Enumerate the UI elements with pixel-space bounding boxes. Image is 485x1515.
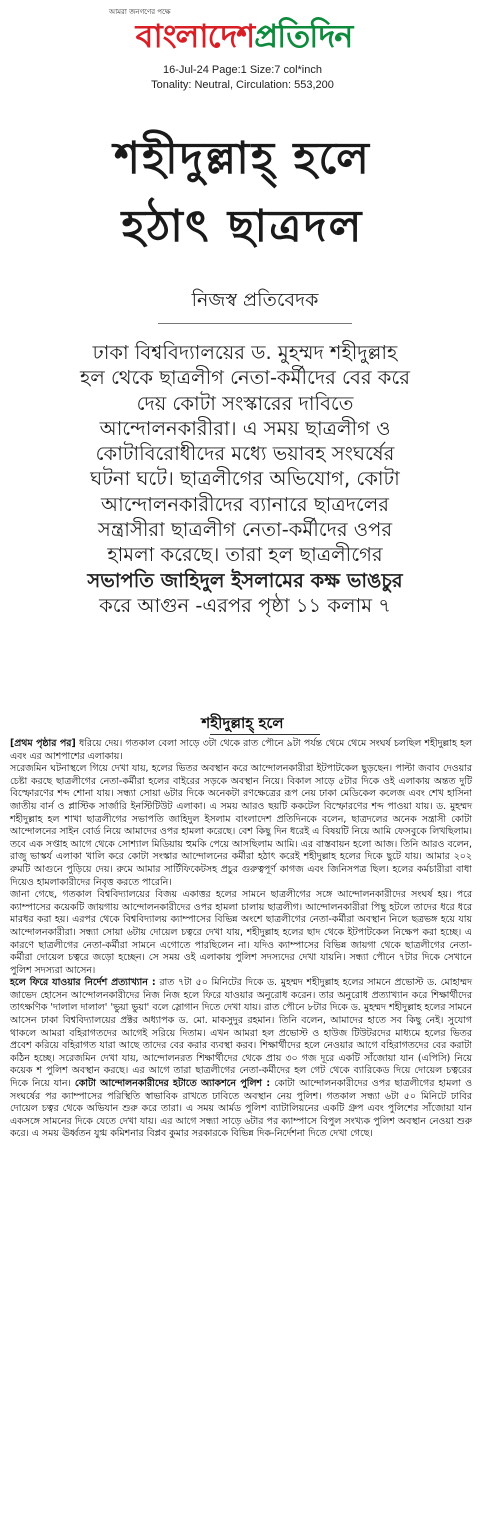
lead-line: সন্ত্রাসীরা ছাত্রলীগ নেতা-কর্মীদের ওপর — [97, 518, 393, 542]
clipping-tonality-line: Tonality: Neutral, Circulation: 553,200 — [151, 79, 334, 91]
byline-box — [150, 286, 360, 318]
lead-line: হামলা করেছে। তারা হল ছাত্রলীগের — [107, 543, 383, 567]
clipping-info-line: 16-Jul-24 Page:1 Size:7 col*inch — [163, 64, 322, 76]
article-paragraph: জানা গেছে, গতকাল বিশ্ববিদ্যালয়ের বিজয় একাত্তর হলের সামনে ছাত্রলীগের সঙ্গে আন্দোলনকারীদের সংঘর্ষ হয়। পরে ক্যাম্পাসের কয়েকটি জায়গায় আন্দোলনকারীদের ওপর হামলা চালায় ছাত্রলীগ। আন্দোলনকারীরা পিছু হটলে তাদের ধরে ধরে মারধর করা হয়। এরপর থেকে বিশ্ববিদ্যালয় ক্যাম্পাসের বিভিন্ন অংশে ছাত্রলীগের নেতা-কর্মীরা অবস্থান নিলে ছত্রভঙ্গ হয়ে যায় আন্দোলনকারীরা। সন্ধ্যা সোয়া ৬টায় দোয়েল চত্বরে দেখা যায়, শহীদুল্লাহ হলের ছাদ থেকে ইটপাটকেল নিক্ষেপ করা হচ্ছে। এ কারণে ছাত্রলীগের নেতা-কর্মীরা সামনে এগোতে পারছিলেন না। যদিও ক্যাম্পাসের বিভিন্ন জায়গা থেকে ছাত্রলীগের নেতা-কর্মীরা দোয়েল চত্বরে জড়ো হচ্ছেন। সে সময় ওই এলাকায় পুলিশ সদস্যদের দেখা যায়নি। সন্ধ্যা পৌনে ৭টার দিকে সেখানে পুলিশ সদস্যরা আসেন। — [10, 889, 472, 976]
logo-word-protidin: প্রতিদিন — [254, 17, 353, 55]
lead-line: আন্দোলনকারীদের ব্যানারে ছাত্রদলের — [100, 492, 389, 516]
article-text: রাত ৭টা ৫০ মিনিটের দিকে ড. মুহম্মদ শহীদুল্লাহ হলের সামনে প্রভোস্ট ড. মোহাম্মদ জাভেদ হোসেন আন্দোলনকারীদের নিজ নিজ হলে ফিরে যাওয়ার অনুরোধ করেন। তার অনুরোধ প্রত্যাখ্যান করে শিক্ষার্থীদের তাৎক্ষণিক 'দালাল দালাল' 'ভুয়া ভুয়া' বলে স্লোগান দিতে দেখা যায়। রাত পৌনে ৮টার দিকে ড. মুহম্মদ শহীদুল্লাহ হলের সামনে আসেন ঢাকা বিশ্ববিদ্যালয়ের প্রক্টর অধ্যাপক ড. মো. মাকসুদুর রহমান। তিনি বলেন, আমাদের হাতে সব কিছু নেই। সুযোগ থাকলে আমরা বহিরাগতদের আগেই সরিয়ে দিতাম। এখন আমরা হল প্রভোস্ট ও হাউজ টিউটরদের মাধ্যমে হলের ভিতর প্রবেশ করিয়ে বহিরাগত যারা আছে তাদের বের করার ব্যবস্থা করব। শিক্ষার্থীদের হলে নেওয়ার আগে বহিরাগতদের বের করাটা কঠিন হচ্ছে। সরেজমিন দেখা যায়, আন্দোলনরত শিক্ষার্থীদের থেকে প্রায় ৩০ গজ দূরে একটি সাঁজোয়া যান (এপিসি) নিয়ে কয়েক শ পুলিশ অবস্থান করছে। এর আগে তারা ছাত্রলীগের নেতা-কর্মীদের হল গেট থেকে ব্যারিকেড দিয়ে দোয়েল চত্বরের দিকে নিয়ে যান। — [10, 977, 473, 1090]
lead-line-jump: করে আগুন -এরপর পৃষ্ঠা ১১ কলাম ৭ — [99, 593, 391, 617]
section-subhead: হলে ফিরে যাওয়ার নির্দেশ প্রত্যাখ্যান : — [10, 977, 156, 989]
article-paragraph — [10, 738, 472, 763]
article-text: ধরিয়ে দেয়। গতকাল বেলা সাড়ে ৩টা থেকে রাত পৌনে ৯টা পর্যন্ত থেমে থেমে সংঘর্ষ চলছিল শহীদুল্লাহ হল এবং এর আশপাশের এলাকায়। — [10, 738, 473, 762]
lead-line: দেয় কোটা সংস্কারের দাবিতে — [136, 391, 354, 415]
lead-line: সভাপতি জাহিদুল ইসলামের কক্ষ ভাঙচুর — [87, 568, 403, 592]
article-paragraph — [10, 977, 472, 1141]
article-text: কোটা আন্দোলনকারীদের ওপর ছাত্রলীগের হামলা ও সংঘর্ষের পর ক্যাম্পাসের পরিস্থিতি স্বাভাবিক রাখতে ঢাবিতে অবস্থান নেয় পুলিশ। গতকাল সন্ধ্যা ৬টা ৫০ মিনিটে ঢাবির দোয়েল চত্বর থেকে অভিযান শুরু করে তারা। এ সময় আর্মড পুলিশ ব্যাটালিয়নের একটি গ্রুপ এবং পুলিশের সাঁজোয়া যান একসঙ্গে সামনের দিকে যেতে দেখা যায়। এর আগে সন্ধ্যা সাড়ে ৬টার পর ক্যাম্পাসে বিপুল সংখ্যক পুলিশ অবস্থান নেওয়া শুরু করে। এ সময় ঊর্ধ্বতন যুগ্ম কমিশনার বিপ্লব কুমার সরকারকে বিভিন্ন দিক-নির্দেশনা দিতে দেখা গেছে। — [10, 1078, 473, 1140]
headline-line-1: শহীদুল্লাহ্ হলে — [114, 133, 371, 184]
byline: নিজস্ব প্রতিবেদক — [191, 289, 319, 311]
newspaper-logo — [108, 14, 380, 58]
lead-line: আন্দোলনকারীরা। এ সময় ছাত্রলীগ ও — [99, 416, 391, 440]
continuation-title: শহীদুল্লাহ্ হলে — [201, 714, 284, 732]
lead-line: ঘটনা ঘটে। ছাত্রলীগের অভিযোগ, কোটা — [90, 467, 400, 491]
lead-line: কোটাবিরোধীদের মধ্যে ভয়াবহ সংঘর্ষের — [95, 442, 395, 466]
newspaper-masthead — [0, 0, 485, 62]
lead-paragraph — [22, 340, 468, 618]
continuation-prefix: [প্রথম পৃষ্ঠার পর] — [10, 738, 76, 749]
article-paragraph: সরেজমিন ঘটনাস্থলে গিয়ে দেখা যায়, হলের ভিতর অবস্থান করে আন্দোলনকারীরা ইটপাটকেল ছুড়ছেন। পাল্টা জবাব দেওয়ার চেষ্টা করছে ছাত্রলীগের নেতা-কর্মীরা হলের বাইরের সড়কে অবস্থান নিয়ে। বিকাল সাড়ে ৫টার দিকে ওই এলাকায় অন্তত দুটি বিস্ফোরণের শব্দ শোনা যায়। সন্ধ্যা সোয়া ৬টার দিকে অনেকটা রণক্ষেত্রের রূপ নেয় ঢাকা মেডিকেল কলেজ এবং শেখ হাসিনা জাতীয় বার্ন ও প্লাস্টিক সার্জারি ইনস্টিটিউট এলাকা। এ সময় আরও ছয়টি ককটেল বিস্ফোরণের শব্দ পাওয়া যায়। ড. মুহম্মদ শহীদুল্লাহ হল শাখা ছাত্রলীগের সভাপতি জাহিদুল ইসলাম বাংলাদেশ প্রতিদিনকে বলেন, ছাত্রদলের অনেক সন্ত্রাসী কোটা আন্দোলনের সাইন বোর্ড নিয়ে আমাদের ওপর হামলা করেছে। বেশ কিছু দিন ধরেই এ বিষয়টি নিয়ে আমি ফেসবুকে লিখছিলাম। তবে এক সপ্তাহ আগে থেকে সোশ্যাল মিডিয়ায় হুমকি পেয়ে আসছিলাম আমি। এর বাস্তবায়ন হলো আজ। তিনি আরও বলেন, রাজু ভাস্কর্য এলাকা খালি করে কোটা সংস্কার আন্দোলনের কর্মীরা হঠাৎ করেই শহীদুল্লাহ হলের দিকে ছুটে যায়। আমার ২০২ রুমটি আগুনে পুড়িয়ে দেয়। রুমে আমার সার্টিফিকেটসহ প্রচুর গুরুত্বপূর্ণ কাগজ এবং জিনিসপত্র ছিল। হলের কর্মচারীরা বাধা দিয়েও হামলাকারীদের নিবৃত্ত করতে পারেনি। — [10, 763, 473, 888]
byline-underline — [158, 323, 352, 324]
logo-word-bangladesh: বাংলাদেশ — [135, 17, 255, 55]
masthead-tagline: আমরা জনগণের পক্ষে — [109, 8, 171, 16]
lead-line: হল থেকে ছাত্রলীগ নেতা-কর্মীদের বের করে — [80, 366, 410, 390]
section-subhead: কোটা আন্দোলনকারীদের হটাতে অ্যাকশনে পুলিশ : — [74, 1078, 271, 1090]
continuation-title-underline — [210, 734, 320, 735]
headline-line-2: হঠাৎ ছাত্রদল — [121, 201, 364, 252]
continuation-article — [10, 738, 472, 1141]
lead-line: ঢাকা বিশ্ববিদ্যালয়ের ড. মুহম্মদ শহীদুল্লাহ — [92, 341, 398, 364]
